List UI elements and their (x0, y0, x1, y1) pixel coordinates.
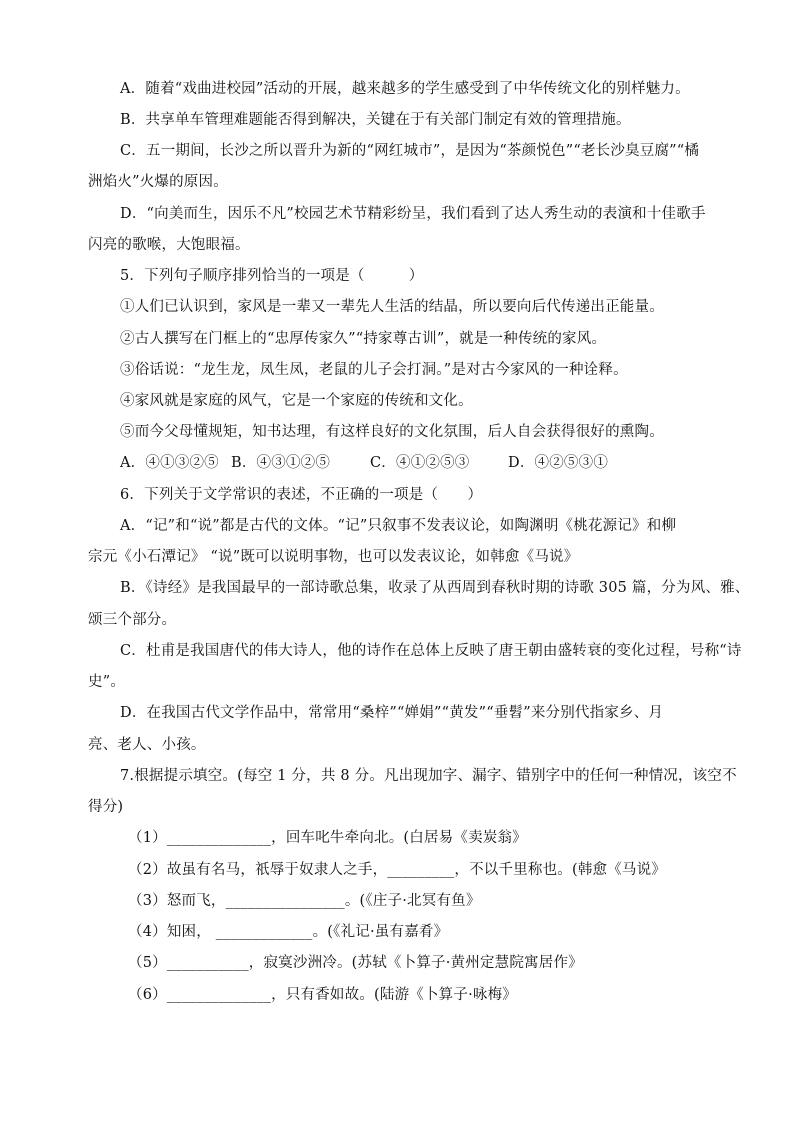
q7-item-6: （6）______________，只有香如故。(陆游《卜算子·咏梅》 (128, 987, 517, 1003)
q7-item-1: （1）______________，回车叱牛牵向北。(白居易《卖炭翁》 (128, 830, 527, 846)
q4-option-d-line1: D．“向美而生，因乐不凡”校园艺术节精彩纷呈，我们看到了达人秀生动的表演和十佳歌手 (120, 206, 706, 222)
q6-option-a-line2: 宗元《小石潭记》 “说”既可以说明事物，也可以发表议论，如韩愈《马说》 (88, 549, 579, 565)
q5-option-d: D．④②⑤③① (508, 455, 609, 471)
q7-item-2: （2）故虽有名马，祇辱于奴隶人之手，_________，不以千里称也。(韩愈《马说》 (128, 862, 667, 878)
q4-option-b: B．共享单车管理难题能否得到解决，关键在于有关部门制定有效的管理措施。 (120, 112, 631, 128)
q6-option-b-line1: B．《诗经》是我国最早的一部诗歌总集，收录了从西周到春秋时期的诗歌 305 篇，分为风、雅、 (120, 580, 750, 596)
q5-option-a: A．④①③②⑤ (120, 455, 219, 471)
q5-sentence-5: ⑤而今父母懂规矩，知书达理，有这样良好的文化氛围，后人自会获得很好的熏陶。 (120, 424, 664, 440)
q5-sentence-2: ②古人撰写在门框上的“忠厚传家久”“持家尊古训”，就是一种传统的家风。 (120, 331, 607, 347)
q7-stem-line2: 得分) (88, 799, 124, 815)
q5-option-c: C．④①②⑤③ (370, 455, 470, 471)
q7-stem-line1: 7.根据提示填空。(每空 1 分，共 8 分。凡出现加字、漏字、错别字中的任何一种情况，该空不 (120, 768, 737, 784)
q4-option-a: A．随着“戏曲进校园”活动的开展，越来越多的学生感受到了中华传统文化的别样魅力。 (120, 81, 690, 97)
q4-option-c-line1: C．五一期间，长沙之所以晋升为新的“网红城市”，是因为“茶颜悦色”“老长沙臭豆腐”“橘 (120, 143, 700, 159)
q6-option-d-line1: D．在我国古代文学作品中，常常用“桑梓”“婵娟”“黄发”“垂髫”来分别代指家乡、月 (120, 705, 664, 721)
q5-sentence-1: ①人们已认识到，家风是一辈又一辈先人生活的结晶，所以要向后代传递出正能量。 (120, 299, 664, 315)
q5-sentence-3: ③俗话说：“龙生龙，凤生凤，老鼠的儿子会打洞。”是对古今家风的一种诠释。 (120, 362, 628, 378)
q7-item-5: （5）___________，寂寞沙洲冷。(苏轼《卜算子·黄州定慧院寓居作》 (128, 955, 583, 971)
q5-stem: 5．下列句子顺序排列恰当的一项是（ ） (120, 268, 424, 284)
q5-sentence-4: ④家风就是家庭的风气，它是一个家庭的传统和文化。 (120, 393, 473, 409)
q6-option-c-line2: 史”。 (88, 674, 126, 690)
q4-option-d-line2: 闪亮的歌喉，大饱眼福。 (88, 237, 250, 253)
q7-item-4: （4）知困， _____________。(《礼记·虽有嘉肴》 (128, 924, 449, 940)
q6-option-b-line2: 颂三个部分。 (88, 612, 177, 628)
q6-stem: 6．下列关于文学常识的表述，不正确的一项是（ ） (120, 487, 483, 503)
q7-item-3: （3）怒而飞，________________。(《庄子·北冥有鱼》 (128, 893, 481, 909)
q5-option-b: B．④③①②⑤ (231, 455, 331, 471)
q6-option-a-line1: A．“记”和“说”都是古代的文体。“记”只叙事不发表议论，如陶渊明《桃花源记》和柳 (120, 518, 677, 534)
q4-option-c-line2: 洲焰火”火爆的原因。 (88, 174, 228, 190)
q6-option-d-line2: 亮、老人、小孩。 (88, 737, 206, 753)
q6-option-c-line1: C．杜甫是我国唐代的伟大诗人，他的诗作在总体上反映了唐王朝由盛转衰的变化过程，号称“诗 (120, 643, 742, 659)
